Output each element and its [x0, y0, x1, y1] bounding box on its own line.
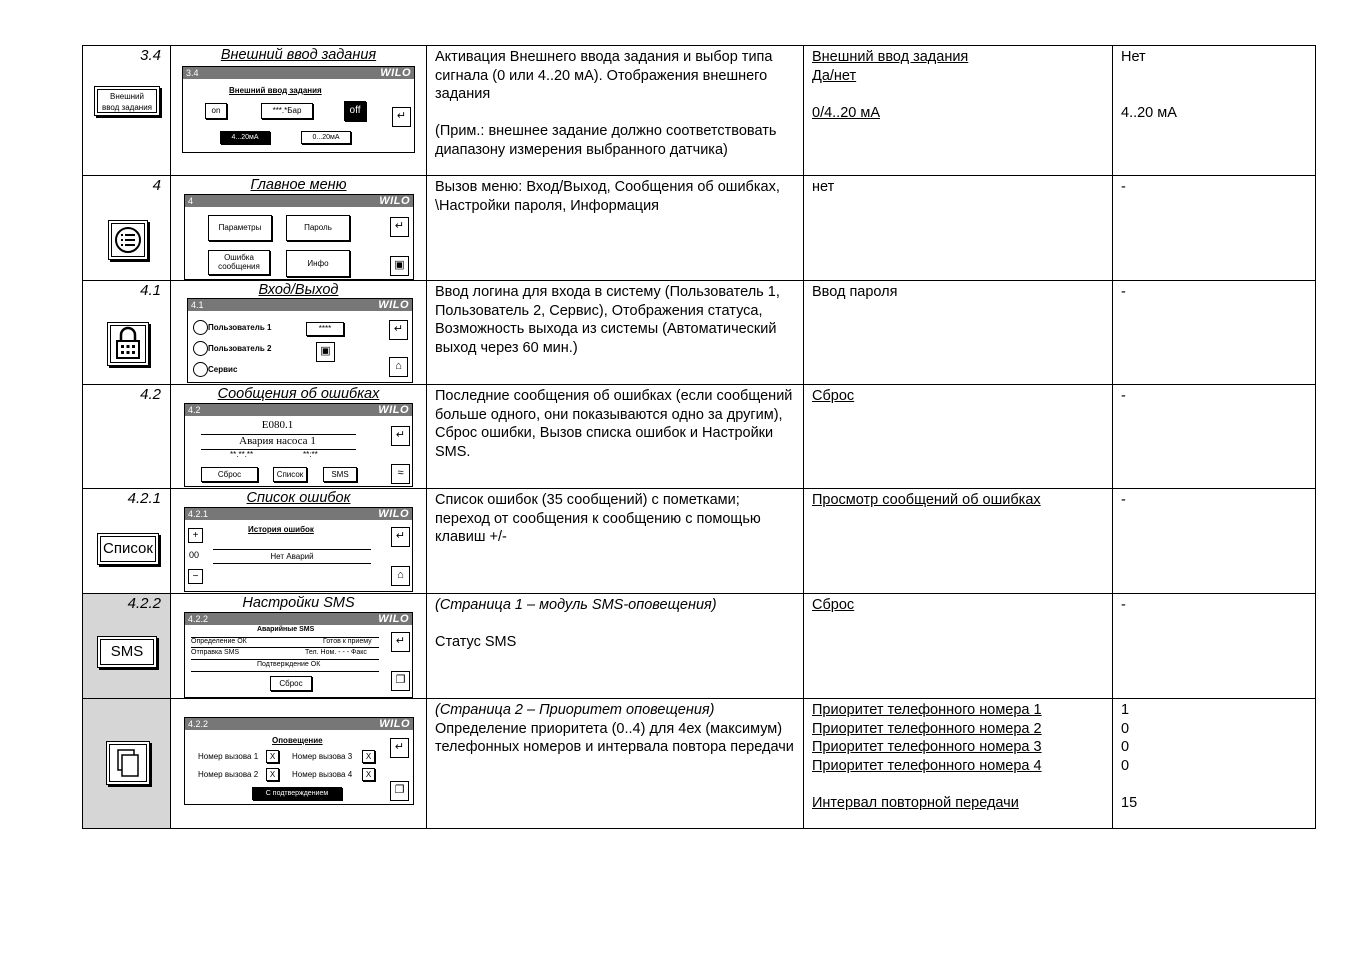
screen-heading: Внешний ввод задания: [229, 86, 322, 95]
list-button: Список: [273, 467, 307, 482]
description-cell: [427, 281, 804, 385]
alarm-icon: ≈: [391, 464, 410, 484]
screen-id: 4: [188, 196, 194, 206]
screen-id: 4.2.2: [188, 614, 209, 624]
parameter-option: Да/нет: [812, 67, 857, 84]
screen-title: Настройки SMS: [242, 595, 355, 611]
screen-error-messages: [184, 403, 413, 487]
phone-fax-label: Тел. Ном. - - - Факс: [305, 649, 367, 656]
row-number: 4.2.1: [127, 490, 161, 507]
error-messages-button: Ошибка сообщения: [208, 250, 270, 275]
sms-button-icon: SMS: [97, 636, 157, 668]
priority-param-3: Приоритет телефонного номера 3: [812, 739, 1042, 755]
parameter-cell: [804, 385, 1113, 489]
table-row: [83, 699, 1316, 829]
screen-id: 4.2.1: [188, 509, 209, 519]
default-value: -: [1121, 388, 1126, 404]
error-text: Авария насоса 1: [239, 435, 316, 447]
wilo-logo: WILO: [378, 404, 409, 416]
call-number-1-label: Номер вызова 1: [198, 752, 259, 761]
row-number: 3.4: [140, 47, 161, 64]
default-value: -: [1121, 284, 1126, 300]
screen-sms-settings: [184, 612, 413, 698]
error-time: **:**: [303, 450, 318, 459]
screen-heading: История ошибок: [248, 525, 314, 534]
description-note: (Прим.: внешнее задание должно соответствовать диапазону измерения выбранного датчика): [435, 123, 777, 158]
screen-main-menu: [184, 194, 414, 280]
default-value: -: [1121, 492, 1126, 508]
screen-cell: [171, 176, 427, 281]
priority-default-2: 0: [1121, 720, 1130, 737]
screen-cell: [171, 594, 427, 699]
error-date: **.**.**: [230, 450, 254, 459]
row-number-cell: [83, 385, 171, 489]
screen-id: 4.1: [191, 300, 204, 310]
confirmation-label: Подтверждение ОК: [257, 661, 321, 668]
call-number-1-value: X: [266, 750, 279, 763]
sms-button: SMS: [323, 467, 357, 482]
back-arrow-icon: ↵: [391, 527, 410, 547]
description: Последние сообщения об ошибках (если сообщений больше одного, они показываются одно за другим), Сброс ошибки, Вызов списка ошибок и Настройки SMS.: [435, 388, 793, 460]
service-radio: [193, 362, 208, 377]
default-value: Нет: [1121, 49, 1146, 65]
description-cell: [427, 699, 804, 829]
screen-external-input: [182, 66, 415, 153]
back-arrow-icon: ↵: [390, 217, 409, 237]
table-row: [83, 385, 1316, 489]
screen-cell: [171, 699, 427, 829]
error-code: E080.1: [261, 419, 294, 431]
user2-radio: [193, 341, 208, 356]
screen-id: 4.2: [188, 405, 201, 415]
call-number-3-value: X: [362, 750, 375, 763]
user2-label: Пользователь 2: [208, 344, 272, 353]
description-cell: [427, 385, 804, 489]
plus-icon: +: [188, 528, 203, 543]
screen-title: Главное меню: [250, 177, 347, 193]
parameter-cell: [804, 489, 1113, 594]
screen-id: 3.4: [186, 68, 199, 78]
screen-id: 4.2.2: [188, 719, 209, 729]
default-cell: [1113, 489, 1316, 594]
wilo-logo: WILO: [378, 299, 409, 311]
parameter-name: Внешний ввод задания: [812, 49, 969, 65]
list-menu-icon: [108, 220, 148, 260]
description-page-title: (Страница 2 – Приоритет оповещения): [435, 702, 715, 718]
screen-title: Вход/Выход: [258, 282, 339, 298]
parameter-cell: [804, 176, 1113, 281]
default-cell: [1113, 46, 1316, 176]
call-number-2-value: X: [266, 768, 279, 781]
call-number-4-value: X: [362, 768, 375, 781]
description: Ввод логина для входа в систему (Пользователь 1, Пользователь 2, Сервис), Отображения статуса, Возможность выхода из системы (Автоматический выход через 60 мин.): [435, 284, 780, 356]
description-cell: [427, 489, 804, 594]
definition-label: Определение ОК: [191, 638, 247, 645]
parameter-range: 0/4..20 мА: [812, 104, 881, 121]
home-icon: ⌂: [391, 566, 410, 586]
description: Вызов меню: Вход/Выход, Сообщения об ошибках, \Настройки пароля, Информация: [435, 179, 780, 214]
default-cell: [1113, 281, 1316, 385]
description-cell: [427, 594, 804, 699]
default-cell: [1113, 176, 1316, 281]
description: Статус SMS: [435, 634, 517, 650]
call-number-3-label: Номер вызова 3: [292, 752, 353, 761]
table-row: [83, 176, 1316, 281]
default-value: -: [1121, 179, 1126, 195]
user1-radio: [193, 320, 208, 335]
reset-button: Сброс: [201, 467, 258, 482]
screen-cell: [171, 281, 427, 385]
off-button: off: [344, 101, 366, 121]
parameter-cell: [804, 699, 1113, 829]
row-number-cell: [83, 489, 171, 594]
screen-heading: Оповещение: [272, 736, 323, 745]
default-range: 4..20 мА: [1121, 104, 1177, 121]
table-row: [83, 594, 1316, 699]
priority-param-2: Приоритет телефонного номера 2: [812, 720, 1042, 737]
description-cell: [427, 176, 804, 281]
row-number: 4.2.2: [127, 595, 161, 612]
minus-icon: −: [188, 569, 203, 584]
description: Список ошибок (35 сообщений) с пометками; переход от сообщения к сообщению с помощью клавиш +/-: [435, 492, 761, 545]
on-button: on: [205, 103, 227, 119]
row-number: 4.2: [140, 386, 161, 403]
wilo-logo: WILO: [380, 67, 411, 79]
parameter-name: Сброс: [812, 388, 855, 404]
error-count: 00: [189, 550, 200, 560]
parameter-cell: [804, 281, 1113, 385]
option-0-20ma: 0...20мА: [301, 131, 351, 144]
password-button: Пароль: [286, 215, 350, 241]
screen-title: Сообщения об ошибках: [217, 386, 380, 402]
service-label: Сервис: [208, 365, 238, 374]
wilo-logo: WILO: [378, 613, 409, 625]
priority-param-1: Приоритет телефонного номера 1: [812, 702, 1042, 718]
pages-icon: [106, 741, 150, 785]
screen-cell: [171, 489, 427, 594]
parameter-name: Просмотр сообщений об ошибках: [812, 492, 1041, 508]
password-field: ****: [306, 322, 344, 336]
screen-notification-priority: [184, 717, 414, 805]
interval-param: Интервал повторной передачи: [812, 794, 1019, 811]
row-number-cell: [83, 46, 171, 176]
parameters-button: Параметры: [208, 215, 272, 241]
parameter-cell: [804, 594, 1113, 699]
screen-heading: Аварийные SMS: [257, 626, 315, 633]
ready-label: Готов к приему: [323, 638, 372, 645]
value-field: ***.*Бар: [261, 103, 313, 119]
row-number-cell: [83, 281, 171, 385]
call-number-2-label: Номер вызова 2: [198, 770, 259, 779]
send-sms-label: Отправка SMS: [191, 649, 240, 656]
info-button: Инфо: [286, 250, 350, 277]
reset-button: Сброс: [270, 676, 312, 691]
default-value: -: [1121, 597, 1126, 613]
back-arrow-icon: ↵: [391, 426, 410, 446]
description: Определение приоритета (0..4) для 4ех (максимум) телефонных номеров и интервала повтора передачи: [435, 720, 794, 755]
description: Активация Внешнего ввода задания и выбор типа сигнала (0 или 4..20 мА). Отображения внешнего задания: [435, 49, 773, 102]
wilo-logo: WILO: [378, 508, 409, 520]
row-number-cell: [83, 176, 171, 281]
screen-cell: [171, 46, 427, 176]
table-row: [83, 489, 1316, 594]
priority-default-4: 0: [1121, 757, 1130, 774]
screen-login-logout: [187, 298, 413, 383]
lock-icon: ▣: [390, 256, 409, 276]
user1-label: Пользователь 1: [208, 323, 272, 332]
screen-cell: [171, 385, 427, 489]
default-cell: [1113, 594, 1316, 699]
row-number: 4: [152, 177, 161, 194]
list-button-icon: Список: [97, 533, 159, 565]
parameter-name: Ввод пароля: [812, 284, 898, 300]
table-row: [83, 46, 1316, 176]
home-icon: ⌂: [389, 357, 408, 377]
priority-default-3: 0: [1121, 739, 1130, 755]
parameter-cell: [804, 46, 1113, 176]
call-number-4-label: Номер вызова 4: [292, 770, 353, 779]
screen-error-list: [184, 507, 413, 592]
row-number-cell: [83, 594, 171, 699]
row-number: 4.1: [140, 282, 161, 299]
back-arrow-icon: ↵: [391, 632, 410, 652]
interval-default: 15: [1121, 794, 1138, 811]
back-arrow-icon: ↵: [390, 738, 409, 758]
default-cell: [1113, 699, 1316, 829]
option-4-20ma: 4...20мА: [220, 131, 270, 144]
table-row: [83, 281, 1316, 385]
wilo-logo: WILO: [379, 195, 410, 207]
description-cell: [427, 46, 804, 176]
page-icon: ❐: [391, 671, 410, 691]
description-page-title: (Страница 1 – модуль SMS-оповещения): [435, 597, 717, 613]
default-cell: [1113, 385, 1316, 489]
lock-icon: ▣: [316, 342, 335, 362]
with-confirmation-button: С подтверждением: [252, 787, 342, 800]
external-input-button-icon: Внешний ввод задания: [94, 86, 160, 116]
back-arrow-icon: ↵: [389, 320, 408, 340]
parameter-name: Сброс: [812, 597, 855, 613]
priority-param-4: Приоритет телефонного номера 4: [812, 757, 1042, 774]
screen-title: Внешний ввод задания: [220, 47, 377, 63]
row-number-cell: [83, 699, 171, 829]
parameter-name: нет: [812, 179, 835, 195]
back-arrow-icon: ↵: [392, 107, 411, 127]
error-list-text: Нет Аварий: [270, 552, 314, 561]
parameter-table: [82, 45, 1316, 829]
wilo-logo: WILO: [379, 718, 410, 730]
lock-icon: [107, 322, 149, 366]
priority-default-1: 1: [1121, 702, 1130, 718]
screen-title: Список ошибок: [246, 490, 351, 506]
page-icon: ❐: [390, 781, 409, 801]
